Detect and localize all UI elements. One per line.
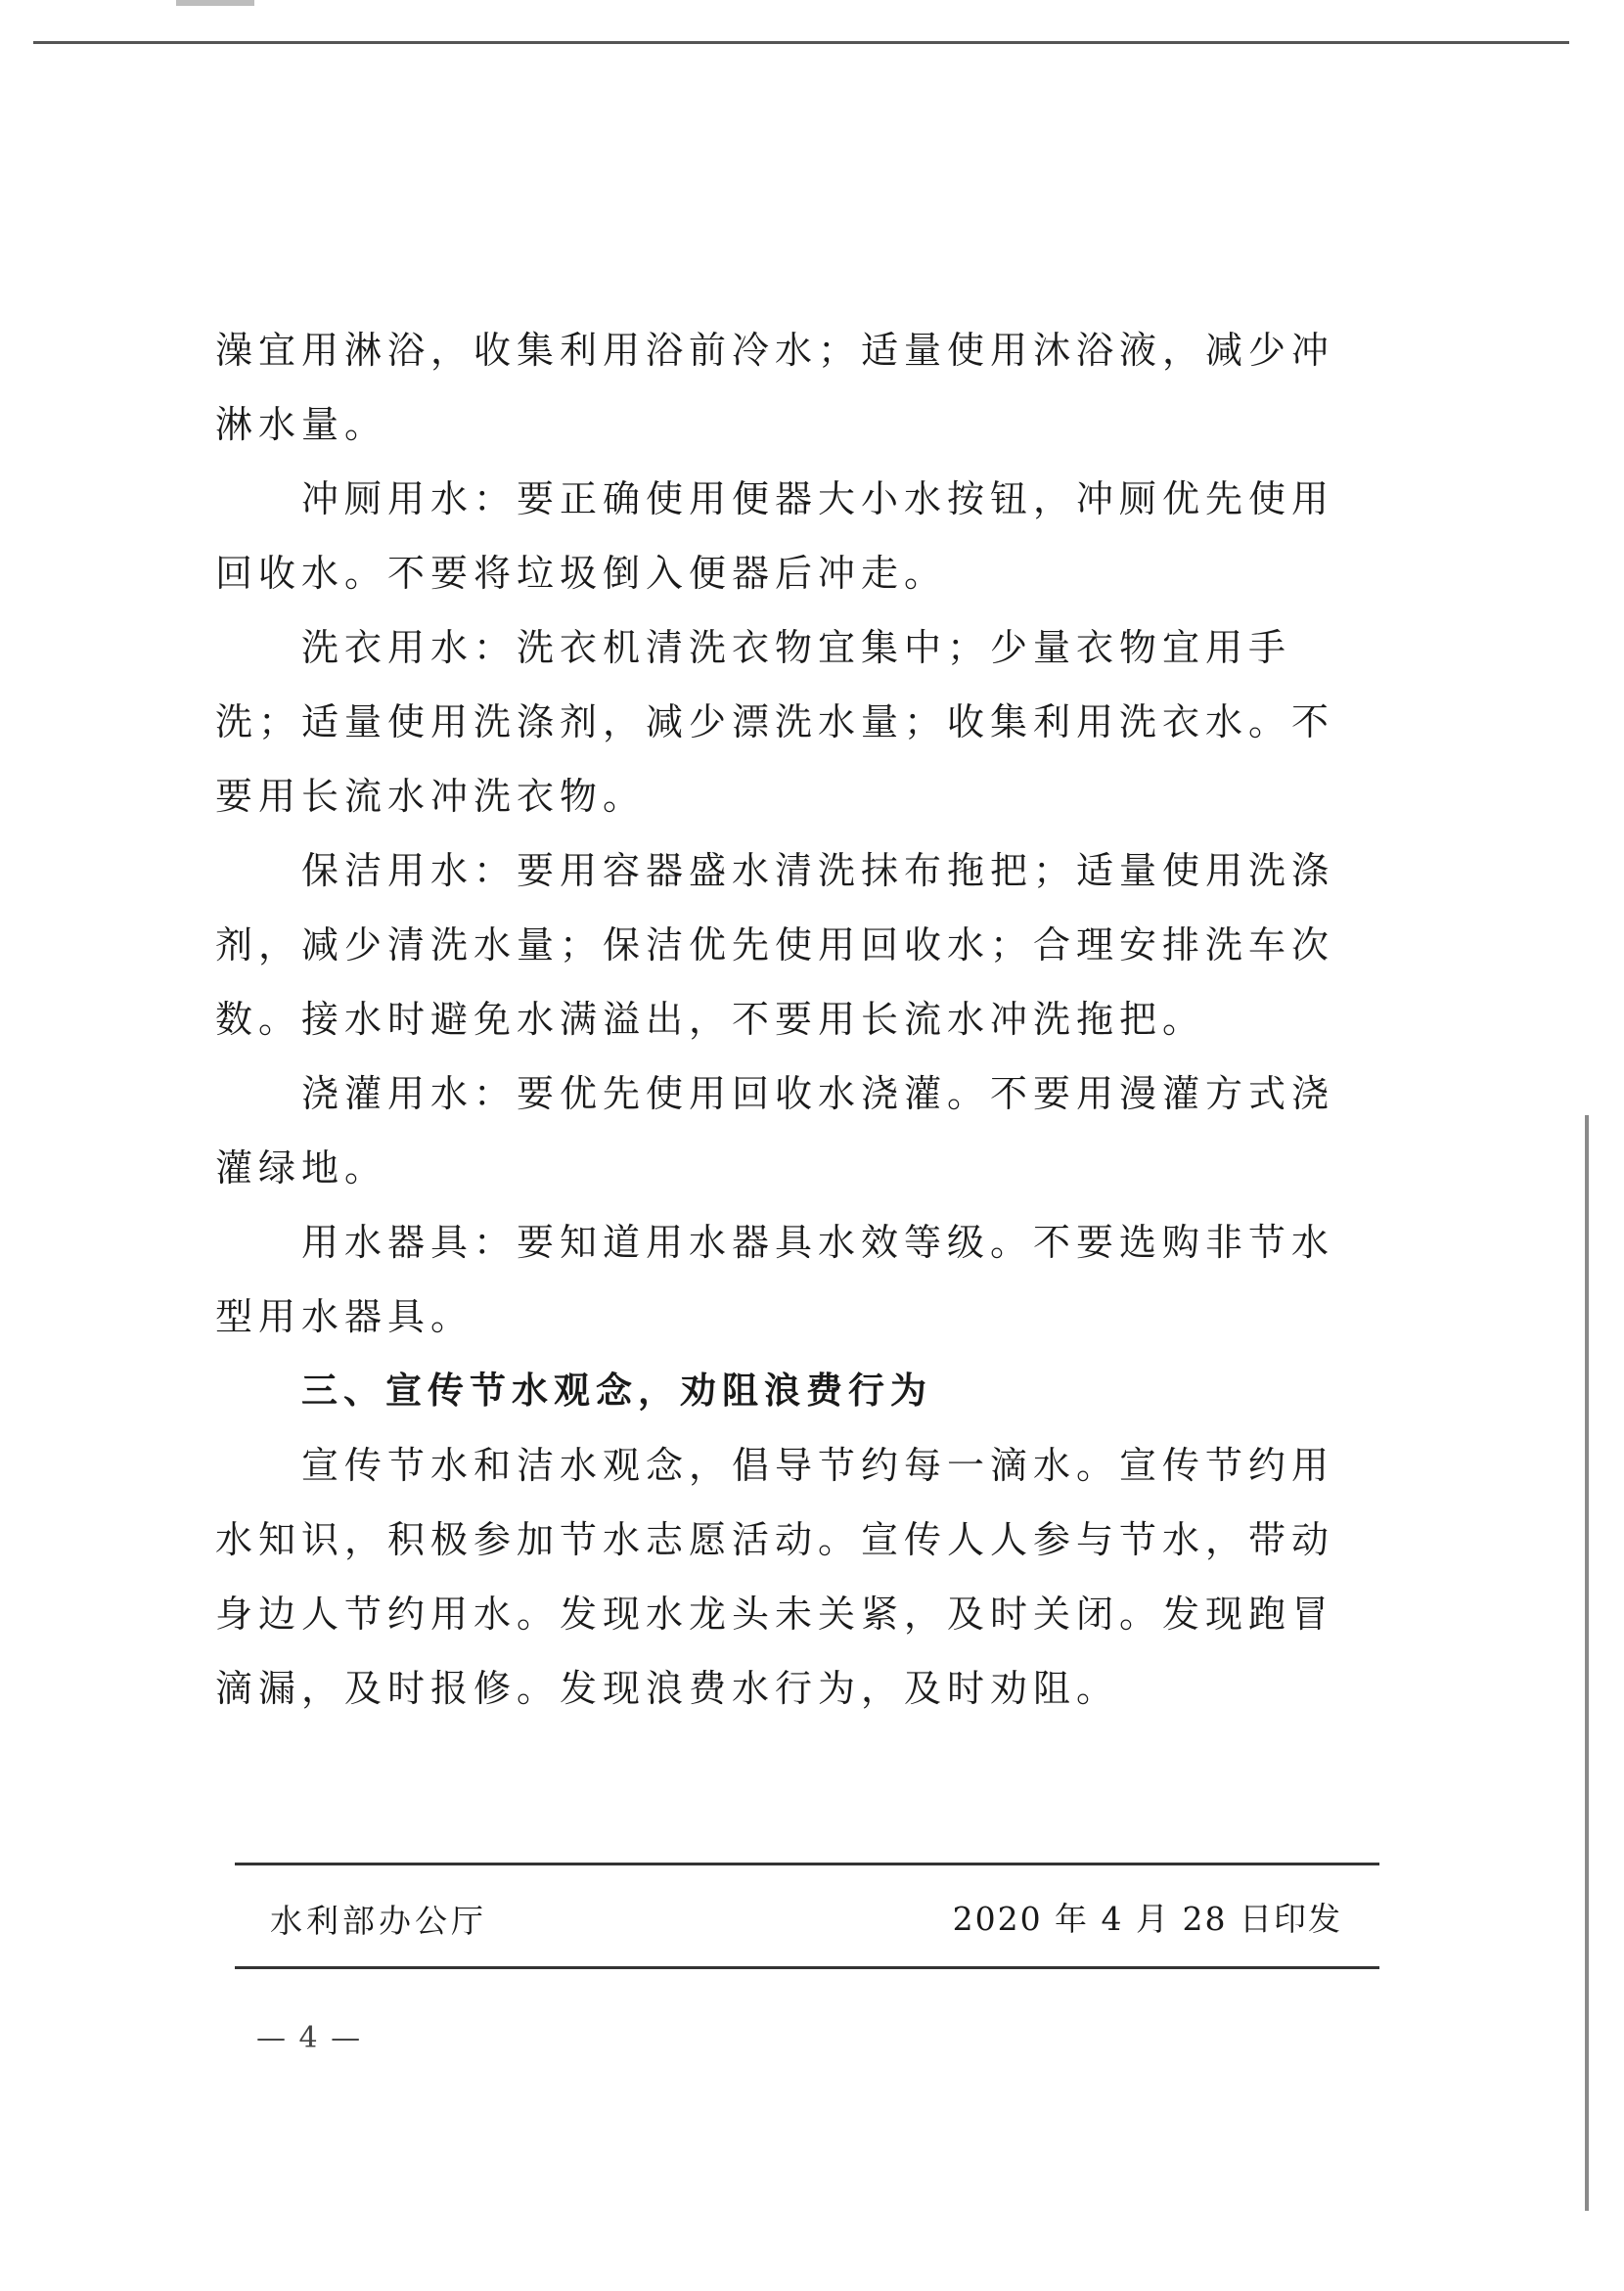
footer-issue-date: 2020 年 4 月 28 日印发 <box>952 1900 1342 1938</box>
section-heading: 三、宣传节水观念，劝阻浪费行为 <box>301 1370 932 1412</box>
continuation-paragraph: 澡宜用淋浴，收集利用浴前冷水；适量使用沐浴液，减少冲淋水量。 <box>215 329 1335 446</box>
page-number: — 4 — <box>256 2021 363 2055</box>
paragraph-toilet-water: 冲厕用水：要正确使用便器大小水按钮，冲厕优先使用回收水。不要将垃圾倒入便器后冲走。 <box>215 477 1335 595</box>
footer-rule-top <box>235 1863 1379 1865</box>
document-body <box>215 313 1376 1726</box>
scan-artifact-top <box>176 0 254 6</box>
paragraph-laundry-water: 洗衣用水：洗衣机清洗衣物宜集中；少量衣物宜用手洗；适量使用洗涤剂，减少漂洗水量；收集利用洗衣水。不要用长流水冲洗衣物。 <box>215 626 1335 818</box>
paragraph-cleaning-water: 保洁用水：要用容器盛水清洗抹布拖把；适量使用洗涤剂，减少清洗水量；保洁优先使用回收水；合理安排洗车次数。接水时避免水满溢出，不要用长流水冲洗拖把。 <box>215 849 1335 1041</box>
scan-artifact-right-edge <box>1585 1115 1589 2211</box>
paragraph-water-appliances: 用水器具：要知道用水器具水效等级。不要选购非节水型用水器具。 <box>215 1221 1335 1338</box>
header-rule <box>33 41 1569 44</box>
paragraph-irrigation-water: 浇灌用水：要优先使用回收水浇灌。不要用漫灌方式浇灌绿地。 <box>215 1072 1335 1190</box>
section-body-paragraph: 宣传节水和洁水观念，倡导节约每一滴水。宣传节约用水知识，积极参加节水志愿活动。宣传人人参与节水，带动身边人节约用水。发现水龙头未关紧，及时关闭。发现跑冒滴漏，及时报修。发现浪费水行为，及时劝阻。 <box>215 1444 1335 1710</box>
footer-issuer: 水利部办公厅 <box>270 1902 487 1940</box>
footer-rule-bottom <box>235 1966 1379 1969</box>
